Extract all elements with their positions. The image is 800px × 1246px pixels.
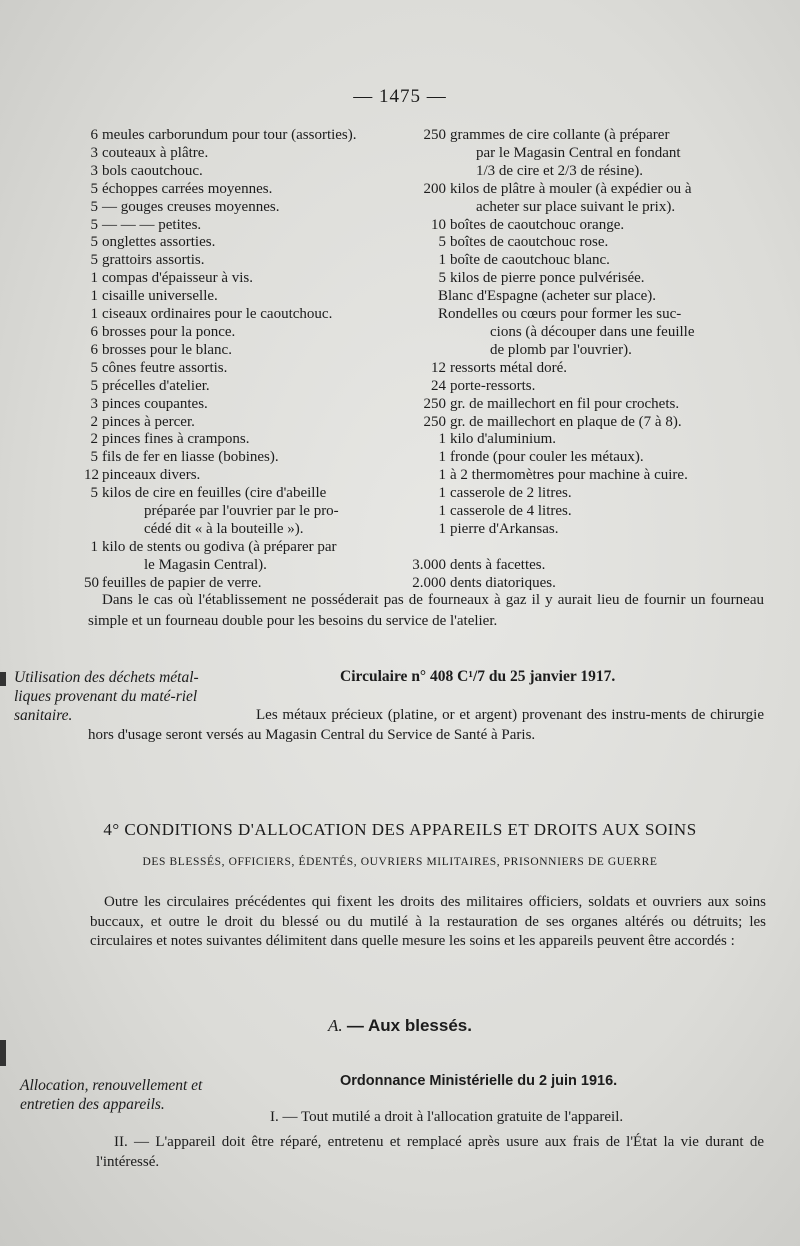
item-text: couteaux à plâtre.: [102, 144, 209, 161]
supply-list-right: [410, 127, 760, 593]
item-quantity: 5: [438, 270, 446, 287]
item-text: cônes feutre assortis.: [102, 359, 228, 376]
list-item: [84, 234, 404, 252]
item-text: à 2 thermomètres pour machine à cuire.: [450, 467, 688, 484]
item-text: cisaille universelle.: [102, 288, 218, 305]
list-item: [410, 485, 760, 503]
list-item: [410, 288, 760, 306]
item-quantity: 2.000: [412, 574, 446, 591]
list-item: [84, 163, 404, 181]
list-item: [84, 360, 404, 378]
item-text: casserole de 4 litres.: [450, 503, 572, 520]
list-item: [84, 485, 404, 503]
item-text: boîte de caoutchouc blanc.: [450, 252, 610, 269]
list-item: [410, 270, 760, 288]
subsection-number: A.: [328, 1016, 343, 1035]
list-item: [84, 557, 404, 575]
list-item: [84, 396, 404, 414]
item-quantity: 1: [438, 449, 446, 466]
list-item: [84, 270, 404, 288]
item-text: boîtes de caoutchouc orange.: [450, 216, 625, 233]
item-quantity: 24: [431, 377, 446, 394]
item-quantity: 6: [90, 341, 98, 358]
list-item: [410, 521, 760, 539]
list-item: [84, 539, 404, 557]
list-item: [410, 360, 760, 378]
item-quantity: 1: [90, 538, 98, 555]
list-item: [410, 252, 760, 270]
item-text: de plomb par l'ouvrier).: [490, 341, 632, 358]
item-quantity: 5: [90, 449, 98, 466]
item-text: 1/3 de cire et 2/3 de résine).: [476, 162, 644, 179]
list-item: [410, 181, 760, 199]
list-item: [84, 521, 404, 539]
list-item: [410, 145, 760, 163]
list-item: [410, 503, 760, 521]
item-text: meules carborundum pour tour (assorties).: [102, 127, 357, 143]
list-item: [84, 288, 404, 306]
item-text: pinceaux divers.: [102, 467, 201, 484]
subsection-title: — Aux blessés.: [346, 1016, 472, 1035]
list-item: [410, 127, 760, 145]
list-item: [84, 378, 404, 396]
list-item: [84, 503, 404, 521]
ordinance-title: Ordonnance Ministérielle du 2 juin 1916.: [340, 1073, 618, 1089]
paragraph-article-2: II. — L'appareil doit être réparé, entretenu et remplacé après usure aux frais de l'État la vie durant de l'intéressé.: [96, 1134, 764, 1170]
item-quantity: 5: [90, 252, 98, 269]
margin-note-allocation: Allocation, renouvellement et entretien des appareils.: [20, 1077, 203, 1113]
item-quantity: 3.000: [412, 556, 446, 573]
item-text: gr. de maillechort en fil pour crochets.: [450, 395, 680, 412]
item-text: compas d'épaisseur à vis.: [102, 270, 253, 287]
list-item: [410, 414, 760, 432]
item-quantity: 1: [438, 431, 446, 448]
list-item: [410, 396, 760, 414]
item-text: acheter sur place suivant le prix).: [476, 198, 676, 215]
list-item: [410, 449, 760, 467]
item-text: ressorts métal doré.: [450, 359, 568, 376]
item-quantity: 10: [431, 216, 446, 233]
item-text: cions (à découper dans une feuille: [490, 323, 695, 340]
section-heading-sub: DES BLESSÉS, OFFICIERS, ÉDENTÉS, OUVRIERS MILITAIRES, PRISONNIERS DE GUERRE: [142, 856, 658, 868]
list-item: [410, 217, 760, 235]
item-quantity: 2: [90, 413, 98, 430]
item-text: précelles d'atelier.: [102, 377, 210, 394]
item-quantity: 3: [90, 162, 98, 179]
list-item: [84, 431, 404, 449]
item-text: kilos de cire en feuilles (cire d'abeille: [102, 485, 327, 502]
item-text: pinces fines à crampons.: [102, 431, 250, 448]
item-text: kilos de pierre ponce pulvérisée.: [450, 270, 645, 287]
item-quantity: 6: [90, 127, 98, 143]
item-text: pinces à percer.: [102, 413, 195, 430]
item-quantity: 12: [431, 359, 446, 376]
item-quantity: 6: [90, 323, 98, 340]
list-item: [410, 431, 760, 449]
item-text: grammes de cire collante (à préparer: [450, 127, 670, 143]
item-text: grattoirs assortis.: [102, 252, 205, 269]
list-item: [84, 342, 404, 360]
item-quantity: 1: [90, 306, 98, 323]
margin-note-metal-waste: Utilisation des déchets métal-liques provenant du maté-riel sanitaire.: [14, 669, 199, 724]
list-item: [84, 145, 404, 163]
item-quantity: 5: [90, 485, 98, 502]
list-item: [410, 324, 760, 342]
item-text: échoppes carrées moyennes.: [102, 180, 273, 197]
item-text: bols caoutchouc.: [102, 162, 203, 179]
item-text: ciseaux ordinaires pour le caoutchouc.: [102, 306, 333, 323]
list-item: [84, 252, 404, 270]
item-text: feuilles de papier de verre.: [102, 574, 262, 591]
item-quantity: 50: [84, 574, 99, 591]
item-text: brosses pour le blanc.: [102, 341, 232, 358]
list-item: [410, 306, 760, 324]
item-text: le Magasin Central).: [144, 556, 267, 573]
list-item: [410, 378, 760, 396]
list-item: [84, 306, 404, 324]
item-quantity: 5: [438, 234, 446, 251]
item-text: kilo de stents ou godiva (à préparer par: [102, 538, 337, 555]
item-text: kilos de plâtre à mouler (à expédier ou à: [450, 180, 692, 197]
item-text: onglettes assorties.: [102, 234, 216, 251]
item-text: brosses pour la ponce.: [102, 323, 236, 340]
item-quantity: 1: [438, 503, 446, 520]
item-text: par le Magasin Central en fondant: [476, 144, 681, 161]
list-item: [84, 414, 404, 432]
item-text: casserole de 2 litres.: [450, 485, 572, 502]
list-item: [84, 449, 404, 467]
list-item: [410, 234, 760, 252]
item-quantity: 1: [438, 520, 446, 537]
item-text: dents à facettes.: [450, 556, 546, 573]
subsection-heading: [0, 1016, 800, 1036]
item-quantity: 5: [90, 377, 98, 394]
page-edge-mark: [0, 1040, 6, 1066]
item-quantity: 1: [90, 288, 98, 305]
list-item: [410, 467, 760, 485]
paragraph-precious-metals: Les métaux précieux (platine, or et argent) provenant des instru-ments de chirurgie hors d'usage seront versés au Magasin Central du Service de Santé à Paris.: [88, 707, 764, 743]
item-quantity: 2: [90, 431, 98, 448]
item-quantity: 1: [90, 270, 98, 287]
item-text: — gouges creuses moyennes.: [102, 198, 280, 215]
list-item: [84, 467, 404, 485]
item-quantity: 3: [90, 144, 98, 161]
item-text: fronde (pour couler les métaux).: [450, 449, 644, 466]
list-item: [410, 342, 760, 360]
item-text: cédé dit « à la bouteille »).: [144, 520, 304, 537]
item-text: fils de fer en liasse (bobines).: [102, 449, 279, 466]
list-item: [410, 163, 760, 181]
item-quantity: 3: [90, 395, 98, 412]
item-text: dents diatoriques.: [450, 574, 556, 591]
list-item: [84, 199, 404, 217]
section-heading-main: 4° CONDITIONS D'ALLOCATION DES APPAREILS ET DROITS AUX SOINS: [103, 820, 697, 839]
item-quantity: 5: [90, 359, 98, 376]
circular-title: Circulaire n° 408 C¹/7 du 25 janvier 1917.: [340, 668, 616, 685]
paragraph-article-1: I. — Tout mutilé a droit à l'allocation gratuite de l'appareil.: [270, 1109, 624, 1125]
item-quantity: 5: [90, 180, 98, 197]
item-quantity: 250: [423, 413, 446, 430]
item-text: porte-ressorts.: [450, 377, 536, 394]
item-quantity: 5: [90, 234, 98, 251]
list-item: [410, 199, 760, 217]
paragraph-gas-stoves: Dans le cas où l'établissement ne posséderait pas de fourneaux à gaz il y aurait lieu de fournir un fourneau simple et un fourneau double pour les besoins du service de l'atelier.: [88, 592, 764, 629]
list-item: [84, 217, 404, 235]
item-quantity: 250: [423, 395, 446, 412]
item-quantity: 5: [90, 216, 98, 233]
page-number: — 1475 —: [353, 86, 447, 107]
list-item: [84, 324, 404, 342]
item-text: pinces coupantes.: [102, 395, 208, 412]
item-quantity: 1: [438, 467, 446, 484]
list-item: [410, 539, 760, 557]
item-quantity: 1: [438, 485, 446, 502]
page-edge-mark: [0, 672, 6, 686]
item-text: pierre d'Arkansas.: [450, 520, 559, 537]
item-text: — — — petites.: [102, 216, 202, 233]
list-item: [84, 127, 404, 145]
item-text: gr. de maillechort en plaque de (7 à 8).: [450, 413, 682, 430]
item-quantity: 5: [90, 198, 98, 215]
item-text: kilo d'aluminium.: [450, 431, 557, 448]
item-quantity: 12: [84, 467, 99, 484]
item-text: préparée par l'ouvrier par le pro-: [144, 503, 339, 520]
item-text: boîtes de caoutchouc rose.: [450, 234, 609, 251]
item-quantity: 250: [423, 127, 446, 143]
list-item: [410, 557, 760, 575]
item-text: Rondelles ou cœurs pour former les suc-: [438, 306, 682, 323]
supply-list-left: [84, 127, 404, 593]
paragraph-intro-rights: Outre les circulaires précédentes qui fixent les droits des militaires officiers, soldats et ouvriers aux soins buccaux, et outre le droit du blessé ou du mutilé à la restauration de ses organes altérés ou détruits; les circulaires et notes suivantes délimitent dans quelle mesure les soins et les appareils peuvent être accordés :: [90, 894, 766, 949]
item-quantity: 200: [423, 180, 446, 197]
list-item: [84, 181, 404, 199]
item-text: Blanc d'Espagne (acheter sur place).: [438, 288, 657, 305]
item-quantity: 1: [438, 252, 446, 269]
